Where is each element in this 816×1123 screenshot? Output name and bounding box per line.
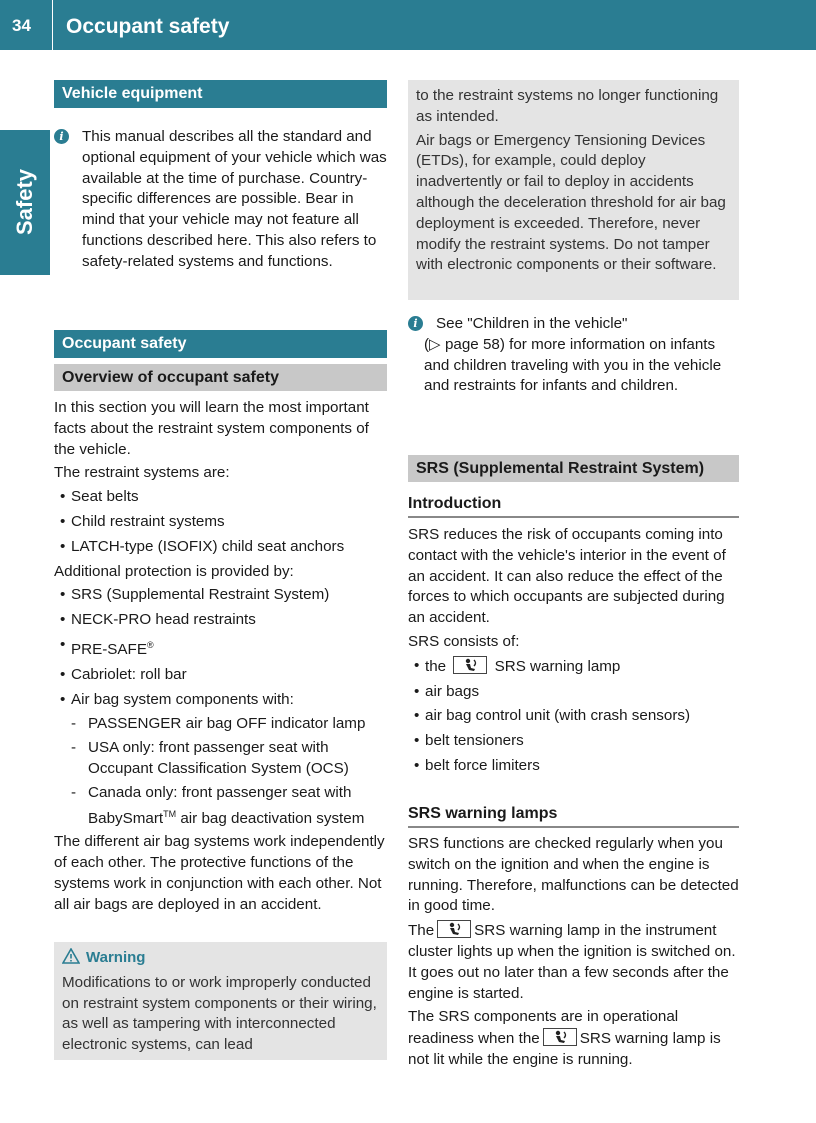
page-title: Occupant safety <box>66 15 230 38</box>
airbag-closing-text: The different air bag systems work independently of each other. The protective functions of the systems work in conjunction with each other. Not all air bags are deployed in an accident. <box>54 833 385 913</box>
page-reference-link[interactable]: (▷ page 58) <box>424 335 505 353</box>
canada-item-text: Canada only: front passenger seat with BabySmart <box>88 783 352 827</box>
list-item: • Seat belts <box>54 487 387 508</box>
overview-subheading: Overview of occupant safety <box>54 364 387 391</box>
children-note-post: for more information on infants and children traveling with you in the vehicle and restraints for infants and children. <box>424 335 722 395</box>
srs-consists-text: SRS consists of: <box>408 632 520 650</box>
srs-components-list <box>408 656 739 777</box>
canada-item-text-end: air bag deactivation system <box>176 809 365 827</box>
children-note-pre: See "Children in the vehicle" <box>436 315 628 332</box>
info-icon: i <box>408 316 423 331</box>
list-item: • air bags <box>408 682 739 703</box>
registered-mark: ® <box>146 639 154 650</box>
srs-heading: SRS (Supplemental Restraint System) <box>408 455 739 482</box>
header-divider <box>52 0 53 50</box>
item-the: the <box>425 657 447 675</box>
additional-protection-list <box>54 585 387 710</box>
list-item: • NECK-PRO head restraints <box>54 610 387 631</box>
vehicle-equipment-text: This manual describes all the standard and optional equipment of your vehicle which was available at the time of purchase. Country-specific differences are possible. Bear in mind that your vehicle may not feature all functions described here. This also refers to safety-related systems and functions. <box>82 128 387 270</box>
overview-intro: In this section you will learn the most important facts about the restraint system components of the vehicle. <box>54 399 369 458</box>
list-item: - PASSENGER air bag OFF indicator lamp <box>54 714 387 735</box>
warning-cont-p1: to the restraint systems no longer functioning as intended. <box>416 87 719 125</box>
children-note <box>408 314 739 397</box>
warning-title: Warning <box>86 949 146 966</box>
warning-box-continued <box>408 80 739 300</box>
srs-lamps-p3 <box>408 1007 739 1070</box>
warning-triangle-icon <box>62 948 80 964</box>
airbag-components-list <box>54 714 387 829</box>
restraint-systems-list <box>54 487 387 557</box>
srs-warning-lamp-icon <box>453 656 487 674</box>
srs-warning-lamps-heading: SRS warning lamps <box>408 804 739 828</box>
list-item <box>54 783 387 830</box>
page-header <box>0 0 816 50</box>
list-item: • Child restraint systems <box>54 512 387 533</box>
list-item: • Cabriolet: roll bar <box>54 665 387 686</box>
side-tab-label: Safety <box>12 168 37 236</box>
lamps-p3-pre: The SRS components are in operational readiness when the <box>408 1008 679 1048</box>
section-side-tab <box>0 130 50 275</box>
vehicle-equipment-heading: Vehicle equipment <box>54 80 387 108</box>
item-lamp-label: SRS warning lamp <box>494 657 621 675</box>
list-item: - USA only: front passenger seat with Occupant Classification System (OCS) <box>54 738 387 780</box>
srs-lamps-p2 <box>408 920 739 1004</box>
list-item: • Air bag system components with: <box>54 690 387 711</box>
srs-lamps-p1: SRS functions are checked regularly when you switch on the ignition and when the engine is running. Therefore, malfunctions can be detected in good time. <box>408 835 739 915</box>
list-item <box>54 635 387 661</box>
srs-intro-text: SRS reduces the risk of occupants coming into contact with the vehicle's interior in the event of an accident. It can also reduce the effect of the forces to which occupants are subjected during an accident. <box>408 526 726 627</box>
srs-warning-lamp-icon <box>543 1028 577 1046</box>
page-number: 34 <box>12 16 31 35</box>
lamps-p2-post: SRS warning lamp in the instrument cluster lights up when the ignition is switched on. It goes out no later than a few seconds after the engine is started. <box>408 922 736 1002</box>
pre-safe-text: PRE-SAFE <box>71 641 147 659</box>
trademark-mark: TM <box>163 808 177 819</box>
list-item: • belt tensioners <box>408 731 739 752</box>
list-item: • LATCH-type (ISOFIX) child seat anchors <box>54 537 387 558</box>
srs-lamps-body <box>408 834 739 1074</box>
warning-text: Modifications to or work improperly conducted on restraint system components or their wiring, as well as tampering with interconnected electronic systems, can lead <box>62 973 377 1054</box>
vehicle-equipment-note <box>54 127 387 273</box>
lamps-p2-pre: The <box>408 922 435 940</box>
occupant-safety-body <box>54 398 387 919</box>
restraint-systems-intro: The restraint systems are: <box>54 464 230 482</box>
list-item: • SRS (Supplemental Restraint System) <box>54 585 387 606</box>
occupant-safety-heading: Occupant safety <box>54 330 387 358</box>
srs-intro-body <box>408 525 739 781</box>
list-item: • belt force limiters <box>408 756 739 777</box>
warning-cont-p2: Air bags or Emergency Tensioning Devices (ETDs), for example, could deploy inadvertently or fail to deploy in accidents although the deceleration threshold for air bag deployment is exceeded. Therefore, never modify the restraint systems. Do not tamper with electronic components or their software. <box>416 131 726 274</box>
srs-warning-lamp-icon <box>437 920 471 938</box>
warning-title-row <box>62 948 379 969</box>
warning-box <box>54 942 387 1060</box>
list-item <box>408 656 739 678</box>
info-icon: i <box>54 129 69 144</box>
additional-protection-intro: Additional protection is provided by: <box>54 562 294 580</box>
lamps-p3-post: SRS warning lamp is not lit while the engine is running. <box>408 1030 721 1068</box>
list-item: • air bag control unit (with crash sensors) <box>408 706 739 727</box>
introduction-heading: Introduction <box>408 494 739 518</box>
